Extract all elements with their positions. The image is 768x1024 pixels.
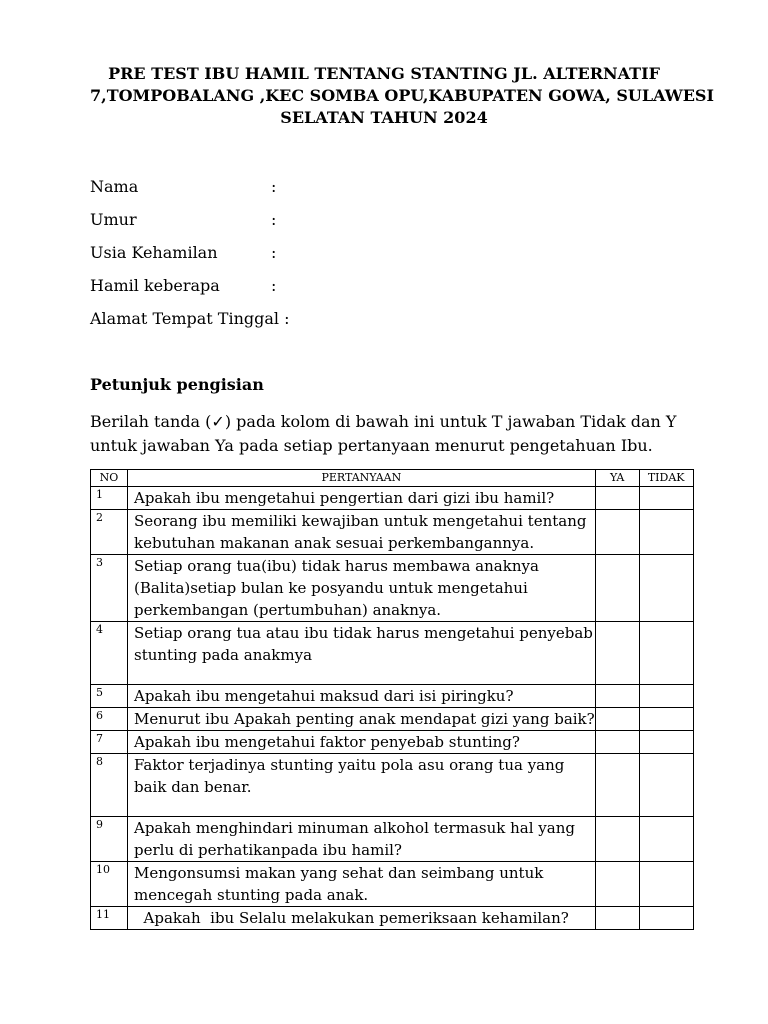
answer-ya-cell[interactable] [595, 862, 639, 907]
instructions-heading: Petunjuk pengisian [90, 375, 264, 394]
question-cell [128, 510, 596, 555]
question-line: mencegah stunting pada anak. [134, 886, 369, 904]
table-body [91, 487, 694, 930]
field-colon: : [271, 243, 277, 262]
question-line: Menurut ibu Apakah penting anak mendapat gizi yang baik? [134, 710, 595, 728]
answer-tidak-cell[interactable] [639, 731, 693, 754]
answer-tidak-cell[interactable] [639, 555, 693, 622]
document-title [90, 63, 714, 129]
field-colon: : [271, 276, 277, 295]
table-row [91, 731, 694, 754]
table-row [91, 622, 694, 685]
field-label: Umur [90, 210, 137, 229]
field-label: Alamat Tempat Tinggal : [90, 309, 290, 328]
row-number: 6 [91, 708, 128, 731]
question-cell [128, 731, 596, 754]
row-number: 4 [91, 622, 128, 685]
answer-tidak-cell[interactable] [639, 510, 693, 555]
field-label: Usia Kehamilan [90, 243, 218, 262]
question-cell [128, 685, 596, 708]
row-number: 3 [91, 555, 128, 622]
table-row [91, 510, 694, 555]
answer-tidak-cell[interactable] [639, 817, 693, 862]
instructions-line-2: untuk jawaban Ya pada setiap pertanyaan menurut pengetahuan Ibu. [90, 436, 653, 455]
answer-tidak-cell[interactable] [639, 862, 693, 907]
question-line: Apakah ibu mengetahui maksud dari isi piringku? [134, 687, 514, 705]
header-tidak: TIDAK [639, 470, 693, 487]
question-line: kebutuhan makanan anak sesuai perkembangannya. [134, 534, 535, 552]
header-no: NO [91, 470, 128, 487]
question-line: Setiap orang tua(ibu) tidak harus membawa anaknya [134, 557, 539, 575]
answer-ya-cell[interactable] [595, 817, 639, 862]
answer-ya-cell[interactable] [595, 754, 639, 817]
question-line: perkembangan (pertumbuhan) anaknya. [134, 601, 442, 619]
table-row [91, 754, 694, 817]
question-line: perlu di perhatikanpada ibu hamil? [134, 841, 402, 859]
table-header-row [91, 470, 694, 487]
instructions-line-1: Berilah tanda (✓) pada kolom di bawah ini untuk T jawaban Tidak dan Y [90, 412, 677, 431]
question-cell [128, 907, 596, 930]
row-number: 11 [91, 907, 128, 930]
field-label: Hamil keberapa [90, 276, 220, 295]
answer-ya-cell[interactable] [595, 555, 639, 622]
title-line-2: 7,TOMPOBALANG ,KEC SOMBA OPU,KABUPATEN GOWA, SULAWESI [90, 86, 714, 105]
row-number: 5 [91, 685, 128, 708]
question-line: Setiap orang tua atau ibu tidak harus mengetahui penyebab [134, 624, 593, 642]
row-number: 8 [91, 754, 128, 817]
answer-ya-cell[interactable] [595, 510, 639, 555]
answer-tidak-cell[interactable] [639, 685, 693, 708]
question-line: Faktor terjadinya stunting yaitu pola asu orang tua yang [134, 756, 565, 774]
answer-ya-cell[interactable] [595, 622, 639, 685]
row-number: 10 [91, 862, 128, 907]
row-number: 9 [91, 817, 128, 862]
answer-tidak-cell[interactable] [639, 754, 693, 817]
answer-ya-cell[interactable] [595, 685, 639, 708]
table-row [91, 487, 694, 510]
field-label: Nama [90, 177, 139, 196]
field-colon: : [271, 210, 277, 229]
question-cell [128, 817, 596, 862]
question-line: stunting pada anakmya [134, 646, 313, 664]
question-cell [128, 555, 596, 622]
table-row [91, 817, 694, 862]
question-cell [128, 708, 596, 731]
title-line-1: PRE TEST IBU HAMIL TENTANG STANTING JL. ALTERNATIF [108, 64, 660, 83]
question-line: Seorang ibu memiliki kewajiban untuk mengetahui tentang [134, 512, 587, 530]
answer-ya-cell[interactable] [595, 487, 639, 510]
question-cell [128, 622, 596, 685]
question-line: Apakah ibu Selalu melakukan pemeriksaan kehamilan? [134, 909, 569, 927]
header-ya: YA [595, 470, 639, 487]
question-cell [128, 487, 596, 510]
question-line: (Balita)setiap bulan ke posyandu untuk mengetahui [134, 579, 528, 597]
question-line: Apakah menghindari minuman alkohol termasuk hal yang [134, 819, 575, 837]
answer-ya-cell[interactable] [595, 708, 639, 731]
table-row [91, 708, 694, 731]
questionnaire-table [90, 469, 694, 930]
field-colon: : [271, 177, 277, 196]
answer-ya-cell[interactable] [595, 907, 639, 930]
header-question: PERTANYAAN [128, 470, 596, 487]
row-number: 2 [91, 510, 128, 555]
instructions-text [90, 410, 690, 458]
table-row [91, 685, 694, 708]
answer-ya-cell[interactable] [595, 731, 639, 754]
answer-tidak-cell[interactable] [639, 487, 693, 510]
answer-tidak-cell[interactable] [639, 708, 693, 731]
title-line-3: SELATAN TAHUN 2024 [280, 108, 488, 127]
question-line: baik dan benar. [134, 778, 252, 796]
answer-tidak-cell[interactable] [639, 907, 693, 930]
row-number: 1 [91, 487, 128, 510]
question-cell [128, 754, 596, 817]
table-row [91, 555, 694, 622]
question-line: Apakah ibu mengetahui pengertian dari gizi ibu hamil? [134, 489, 555, 507]
question-cell [128, 862, 596, 907]
question-line: Mengonsumsi makan yang sehat dan seimbang untuk [134, 864, 544, 882]
question-line: Apakah ibu mengetahui faktor penyebab stunting? [134, 733, 520, 751]
table-row [91, 907, 694, 930]
answer-tidak-cell[interactable] [639, 622, 693, 685]
row-number: 7 [91, 731, 128, 754]
table-row [91, 862, 694, 907]
